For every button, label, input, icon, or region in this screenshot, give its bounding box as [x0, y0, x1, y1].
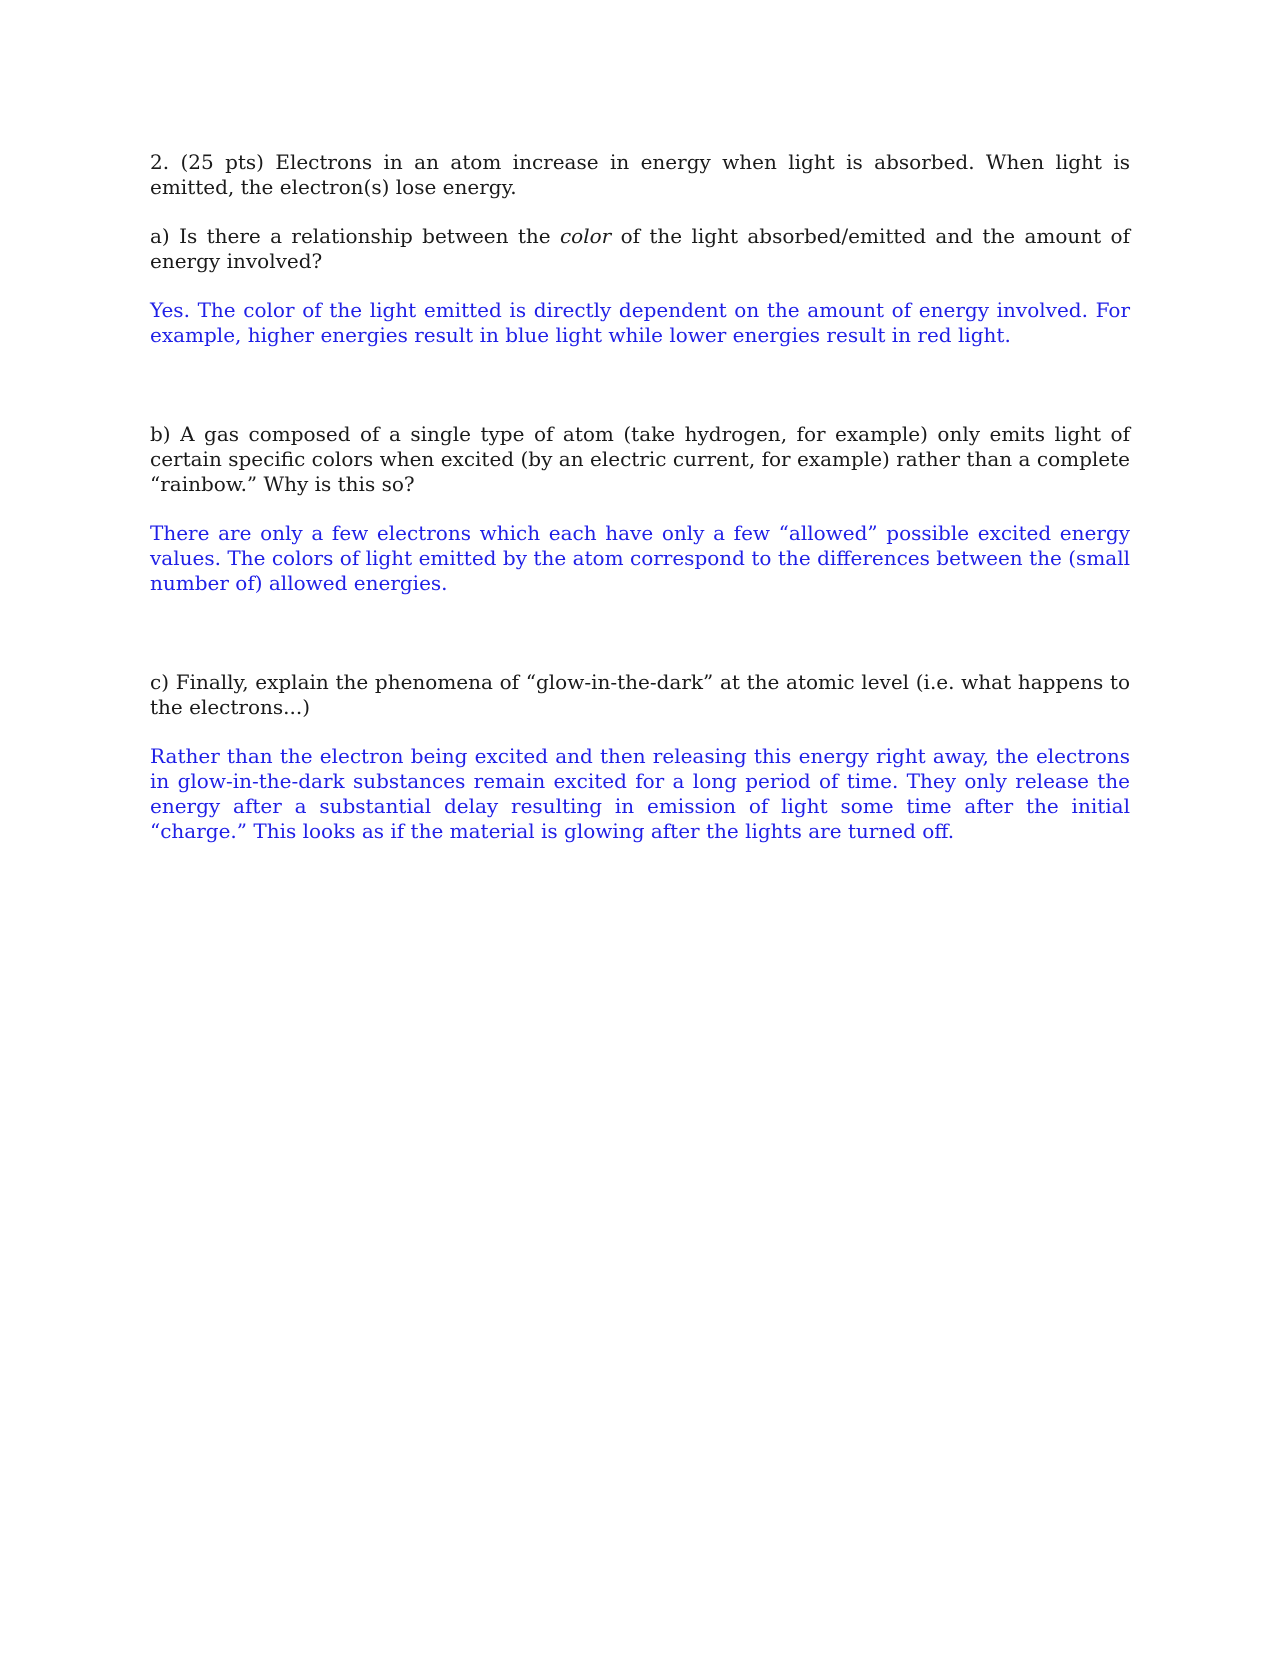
- question-a-suffix: of the light absorbed/emitted and the amount of energy involved?: [150, 224, 1131, 273]
- answer-part-c: Rather than the electron being excited and then releasing this energy right away, the electrons in glow-in-the-dark substances remain excited for a long period of time. They only release the energy after a substantial delay resulting in emission of light some time after the initial “charge.” This looks as if the material is glowing after the lights are turned off.: [150, 744, 1130, 843]
- document-page: [150, 150, 1130, 844]
- question-part-a: [150, 224, 1130, 274]
- answer-part-b: There are only a few electrons which each have only a few “allowed” possible excited energy values. The colors of light emitted by the atom correspond to the differences between the (small number of) allowed energies.: [150, 521, 1130, 595]
- question-intro: 2. (25 pts) Electrons in an atom increase in energy when light is absorbed. When light is emitted, the electron(s) lose energy.: [150, 150, 1130, 199]
- answer-part-a: Yes. The color of the light emitted is directly dependent on the amount of energy involved. For example, higher energies result in blue light while lower energies result in red light.: [150, 298, 1130, 347]
- question-part-b: b) A gas composed of a single type of atom (take hydrogen, for example) only emits light of certain specific colors when excited (by an electric current, for example) rather than a complete “rainbow.” Why is this so?: [150, 422, 1130, 496]
- question-part-c: c) Finally, explain the phenomena of “glow-in-the-dark” at the atomic level (i.e. what happens to the electrons...): [150, 670, 1130, 719]
- question-a-prefix: a) Is there a relationship between the: [150, 224, 560, 248]
- question-a-emphasis: color: [559, 224, 612, 248]
